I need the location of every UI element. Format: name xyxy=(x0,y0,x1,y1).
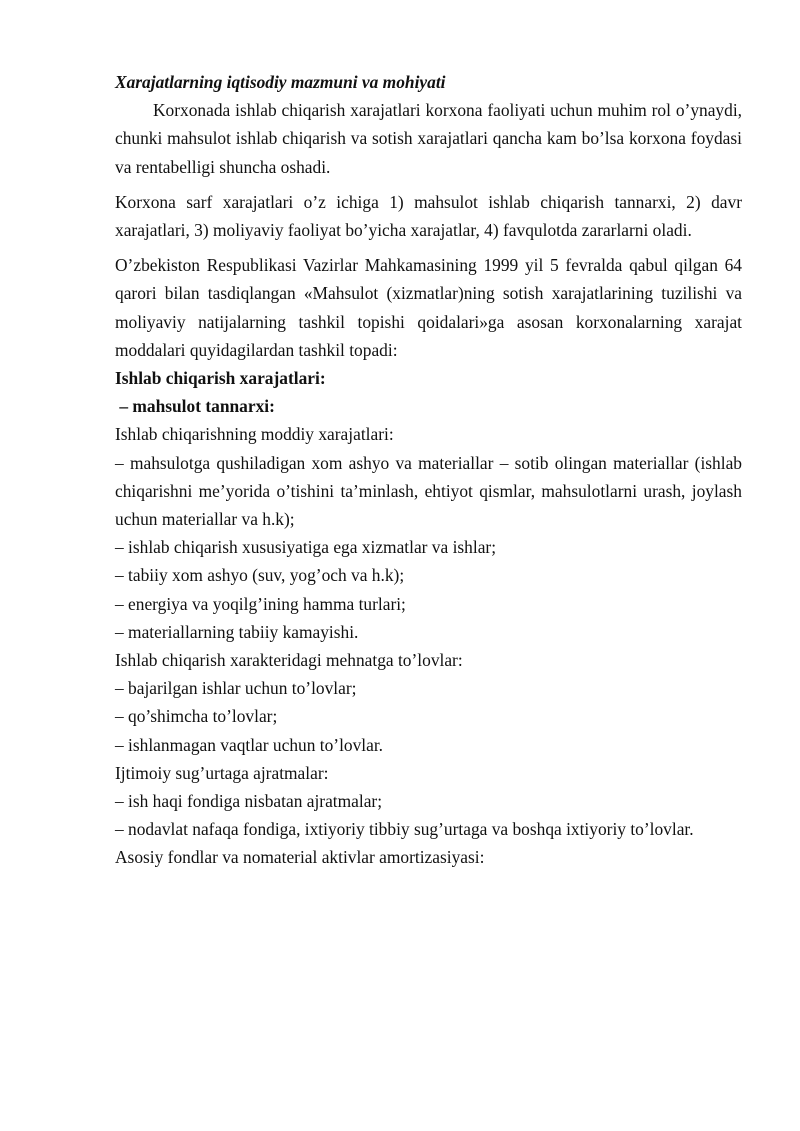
list-item: – bajarilgan ishlar uchun to’lovlar; xyxy=(115,678,357,699)
paragraph-intro: Korxonada ishlab chiqarish xarajatlari korxona faoliyati uchun muhim rol o’ynaydi, chunki mahsulot ishlab chiqarish va sotish xarajatlari qancha kam bo’lsa korxona foydasi va rentabelligi shuncha oshadi. xyxy=(115,100,742,177)
list-item: – nodavlat nafaqa fondiga, ixtiyoriy tibbiy sug’urtaga va boshqa ixtiyoriy to’lovlar. xyxy=(115,819,694,840)
list-item: – qo’shimcha to’lovlar; xyxy=(115,706,278,727)
section-title: Xarajatlarning iqtisodiy mazmuni va mohiyati xyxy=(115,72,446,92)
document-page xyxy=(115,68,742,872)
list-item: – tabiiy xom ashyo (suv, yog’och va h.k); xyxy=(115,565,405,586)
paragraph-regulation: O’zbekiston Respublikasi Vazirlar Mahkamasining 1999 yil 5 fevralda qabul qilgan 64 qarori bilan tasdiqlangan «Mahsulot (xizmatlar)ning sotish xarajatlarining tuzilishi va moliyaviy natijalarning tashkil topishi qoidalari»ga asosan korxonalarning xarajat moddalari quyidagilardan tashkil topadi: xyxy=(115,255,742,360)
heading-production-costs: Ishlab chiqarish xarajatlari: xyxy=(115,368,326,389)
heading-product-cost: – mahsulot tannarxi: xyxy=(115,396,275,417)
list-item: – ish haqi fondiga nisbatan ajratmalar; xyxy=(115,791,383,812)
list-item: – materiallarning tabiiy kamayishi. xyxy=(115,621,359,642)
paragraph-cost-composition: Korxona sarf xarajatlari o’z ichiga 1) mahsulot ishlab chiqarish tannarxi, 2) davr xarajatlari, 3) moliyaviy faoliyat bo’yicha xarajatlar, 4) favqulotda zararlarni oladi. xyxy=(115,191,742,241)
list-item: – ishlab chiqarish xususiyatiga ega xizmatlar va ishlar; xyxy=(115,537,497,558)
subheading-labor-payments: Ishlab chiqarish xarakteridagi mehnatga to’lovlar: xyxy=(115,650,463,671)
list-item: – energiya va yoqilg’ining hamma turlari; xyxy=(115,593,406,614)
list-item: – ishlanmagan vaqtlar uchun to’lovlar. xyxy=(115,734,384,755)
subheading-material-costs: Ishlab chiqarishning moddiy xarajatlari: xyxy=(115,424,394,445)
list-item: – mahsulotga qushiladigan xom ashyo va materiallar – sotib olingan materiallar (ishlab chiqarishni me’yorida o’tishini ta’minlash, ehtiyot qismlar, mahsulotlarni urash, joylash uchun materiallar va h.k); xyxy=(115,452,742,530)
subheading-social-insurance: Ijtimoiy sug’urtaga ajratmalar: xyxy=(115,762,329,783)
subheading-amortization: Asosiy fondlar va nomaterial aktivlar amortizasiyasi: xyxy=(115,847,485,868)
